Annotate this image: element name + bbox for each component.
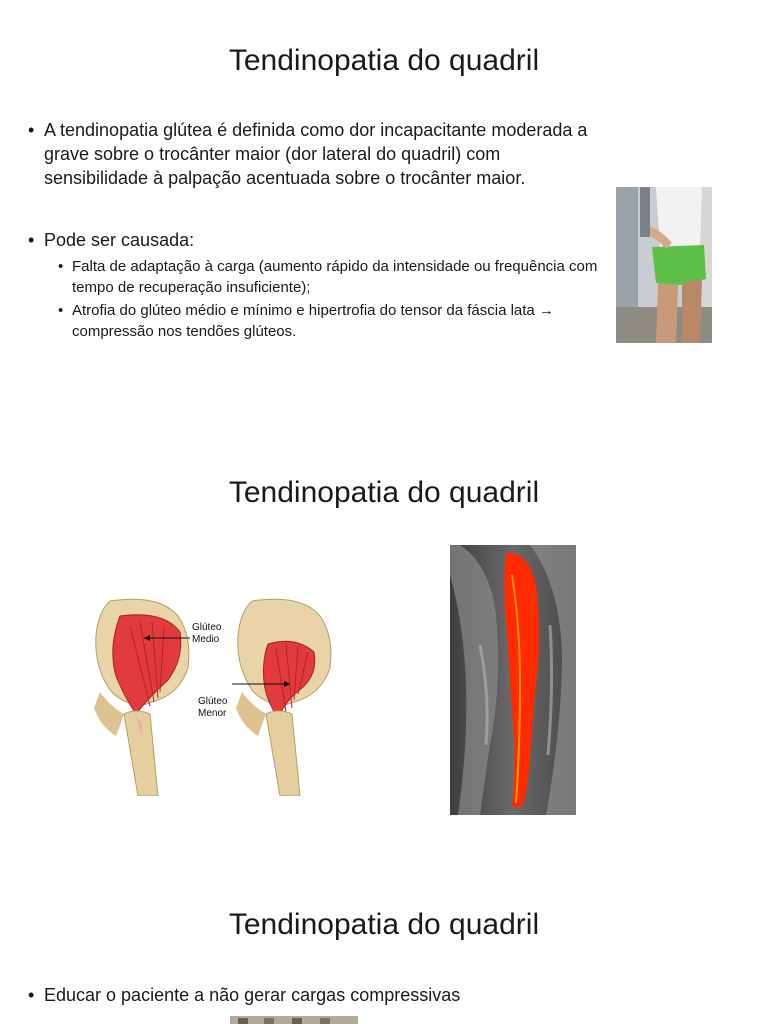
slide-1-title: Tendinopatia do quadril [228,44,540,77]
partial-image-strip-svg [230,1016,358,1024]
slide-3-title: Tendinopatia do quadril [228,908,540,941]
slide-3-bullet-list [28,983,592,1007]
partial-image-strip [230,1016,358,1024]
label-gluteo-menor-1: Glúteo [198,696,228,707]
bullet-definition: • A tendinopatia glútea é definida como dor incapacitante moderada a grave sobre o trocânter maior (dor lateral do quadril) com sensibilidade à palpação acentuada sobre o trocânter maior. [28,118,592,190]
bullet-educate: • Educar o paciente a não gerar cargas compressivas [28,983,592,1007]
causes-sub-list [44,256,598,342]
bullet-causes [28,228,598,342]
sub-bullet-atrophy: • Atrofia do glúteo médio e mínimo e hipertrofia do tensor da fáscia lata → compressão nos tendões glúteos. [58,300,612,342]
sub-bullet-load: • Falta de adaptação à carga (aumento rápido da intensidade ou frequência com tempo de recuperação insuficiente); [58,256,612,298]
label-gluteo-medio-2: Medio [192,634,220,645]
gluteus-diagram [80,596,336,796]
tfl-render-svg [450,545,576,815]
label-gluteo-menor-2: Menor [198,708,227,719]
label-gluteo-medio-1: Glúteo [192,622,222,633]
slide-2-title: Tendinopatia do quadril [228,476,540,509]
spacer [28,190,592,228]
bullet-causes-text: Pode ser causada: [44,230,195,250]
gluteus-diagram-svg [80,596,336,796]
tfl-render [450,545,576,815]
hip-pain-photo-illustration [616,187,712,343]
hip-pain-photo [616,187,712,343]
slide-1-bullet-list [28,118,598,344]
